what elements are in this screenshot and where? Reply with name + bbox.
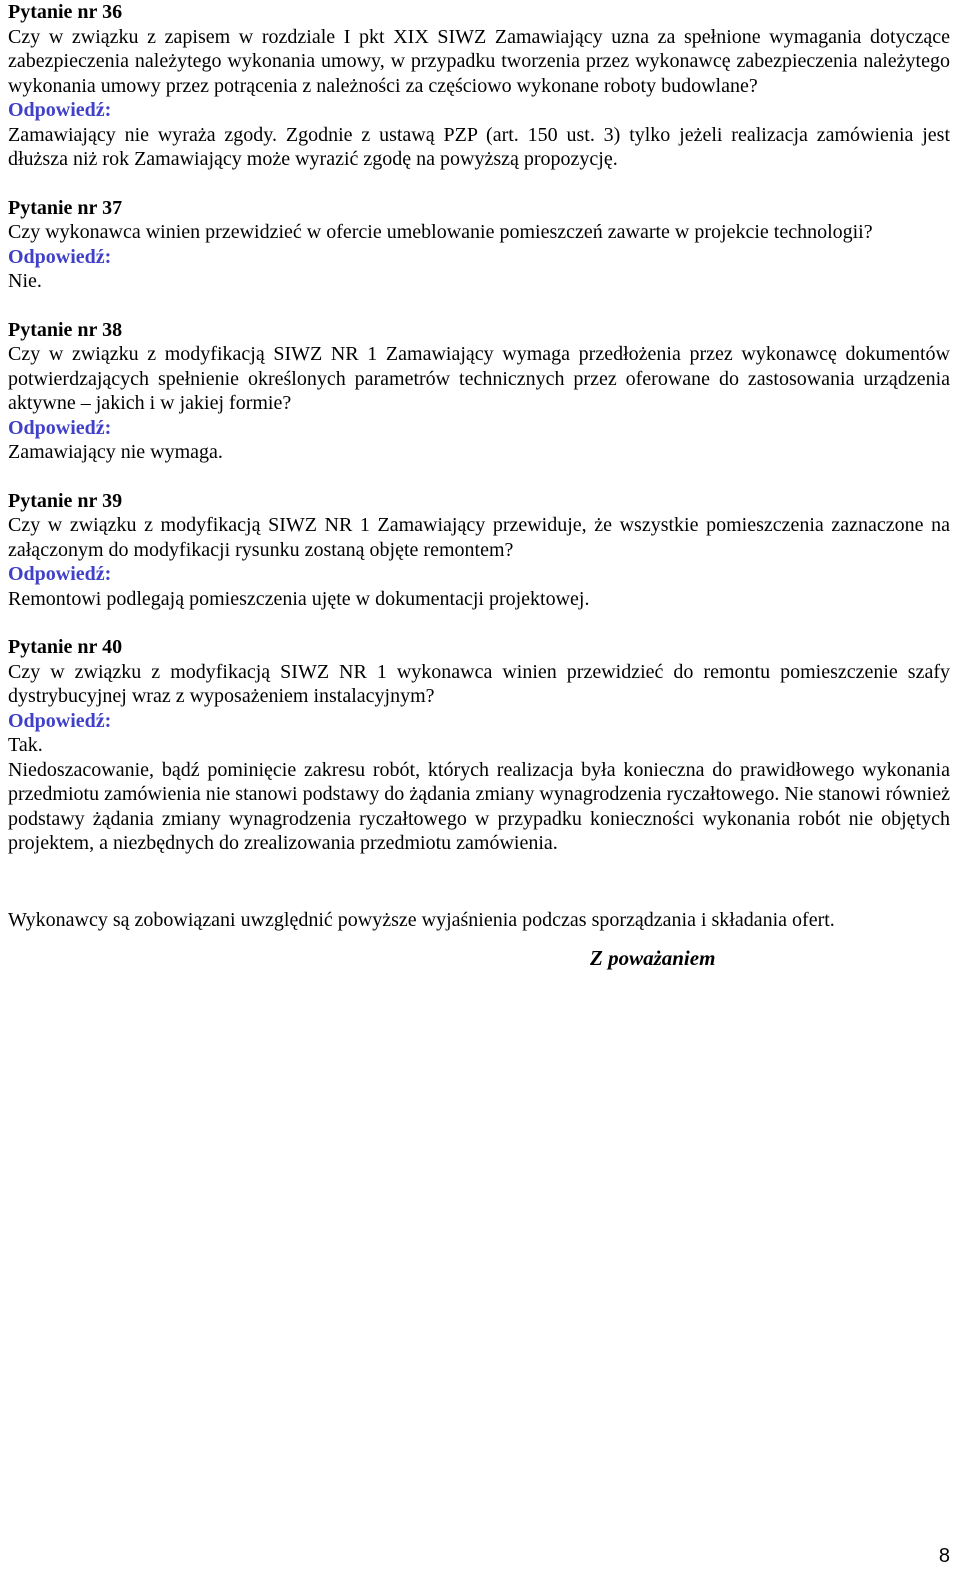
- qa-block-39: [8, 489, 950, 612]
- question-heading: Pytanie nr 36: [8, 1, 123, 23]
- page-number: 8: [938, 1545, 950, 1567]
- answer-label: Odpowiedź:: [8, 245, 112, 268]
- section-spacer: [8, 856, 950, 908]
- answer-label: Odpowiedź:: [8, 99, 112, 121]
- answer-label: Odpowiedź:: [8, 709, 112, 732]
- answer-text: Remontowi podlegają pomieszczenia ujęte w dokumentacji projektowej.: [8, 587, 590, 610]
- question-text: Czy w związku z modyfikacją SIWZ NR 1 Zamawiający przewiduje, że wszystkie pomieszczenia zaznaczone na załączonym do modyfikacji rysunku zostaną objęte remontem?: [8, 514, 950, 561]
- question-text: Czy wykonawca winien przewidzieć w ofercie umeblowanie pomieszczeń zawarte w projekcie technologii?: [8, 221, 873, 243]
- answer-text: Nie.: [8, 270, 42, 292]
- question-heading: Pytanie nr 39: [8, 489, 123, 512]
- signature: Z poważaniem: [590, 946, 716, 970]
- qa-block-40: [8, 635, 950, 856]
- answer-label: Odpowiedź:: [8, 563, 112, 585]
- question-heading: Pytanie nr 40: [8, 636, 123, 658]
- answer-label: Odpowiedź:: [8, 416, 112, 439]
- qa-block-36: [8, 0, 950, 172]
- qa-block-38: [8, 318, 950, 465]
- question-text: Czy w związku z modyfikacją SIWZ NR 1 Zamawiający wymaga przedłożenia przez wykonawcę dokumentów potwierdzających spełnienie określonych parametrów technicznych przez oferowane do zastosowania urządzenia aktywne – jakich i w jakiej formie?: [8, 343, 950, 414]
- question-text: Czy w związku z zapisem w rozdziale I pkt XIX SIWZ Zamawiający uzna za spełnione wymagania dotyczące zabezpieczenia należytego wykonania umowy, w przypadku tworzenia przez wykonawcę zabezpieczenia należytego wykonania umowy przez potrącenia z należności za częściowo wykonane roboty budowlane?: [8, 25, 950, 97]
- question-heading: Pytanie nr 38: [8, 318, 123, 341]
- underestimation-note: Niedoszacowanie, bądź pominięcie zakresu robót, których realizacja była konieczna do prawidłowego wykonania przedmiotu zamówienia nie stanowi podstawy do żądania zmiany wynagrodzenia ryczałtowego. Nie stanowi również podstawy żądania zmiany wynagrodzenia ryczałtowego w przypadku konieczności wykonania robót nie objętych projektem, a niezbędnych do zrealizowania przedmiotu zamówienia.: [8, 758, 950, 854]
- answer-text: Tak.: [8, 734, 43, 756]
- question-text: Czy w związku z modyfikacją SIWZ NR 1 wykonawca winien przewidzieć do remontu pomieszczenie szafy dystrybucyjnej wraz z wyposażeniem instalacyjnym?: [8, 660, 950, 707]
- answer-text: Zamawiający nie wymaga.: [8, 441, 223, 463]
- question-heading: Pytanie nr 37: [8, 196, 123, 219]
- closing-statement: Wykonawcy są zobowiązani uwzględnić powyższe wyjaśnienia podczas sporządzania i składania ofert.: [8, 908, 835, 931]
- answer-text: Zamawiający nie wyraża zgody. Zgodnie z ustawą PZP (art. 150 ust. 3) tylko jeżeli realizacja zamówienia jest dłuższa niż rok Zamawiający może wyrazić zgodę na powyższą propozycję.: [8, 123, 950, 170]
- qa-block-37: [8, 196, 950, 294]
